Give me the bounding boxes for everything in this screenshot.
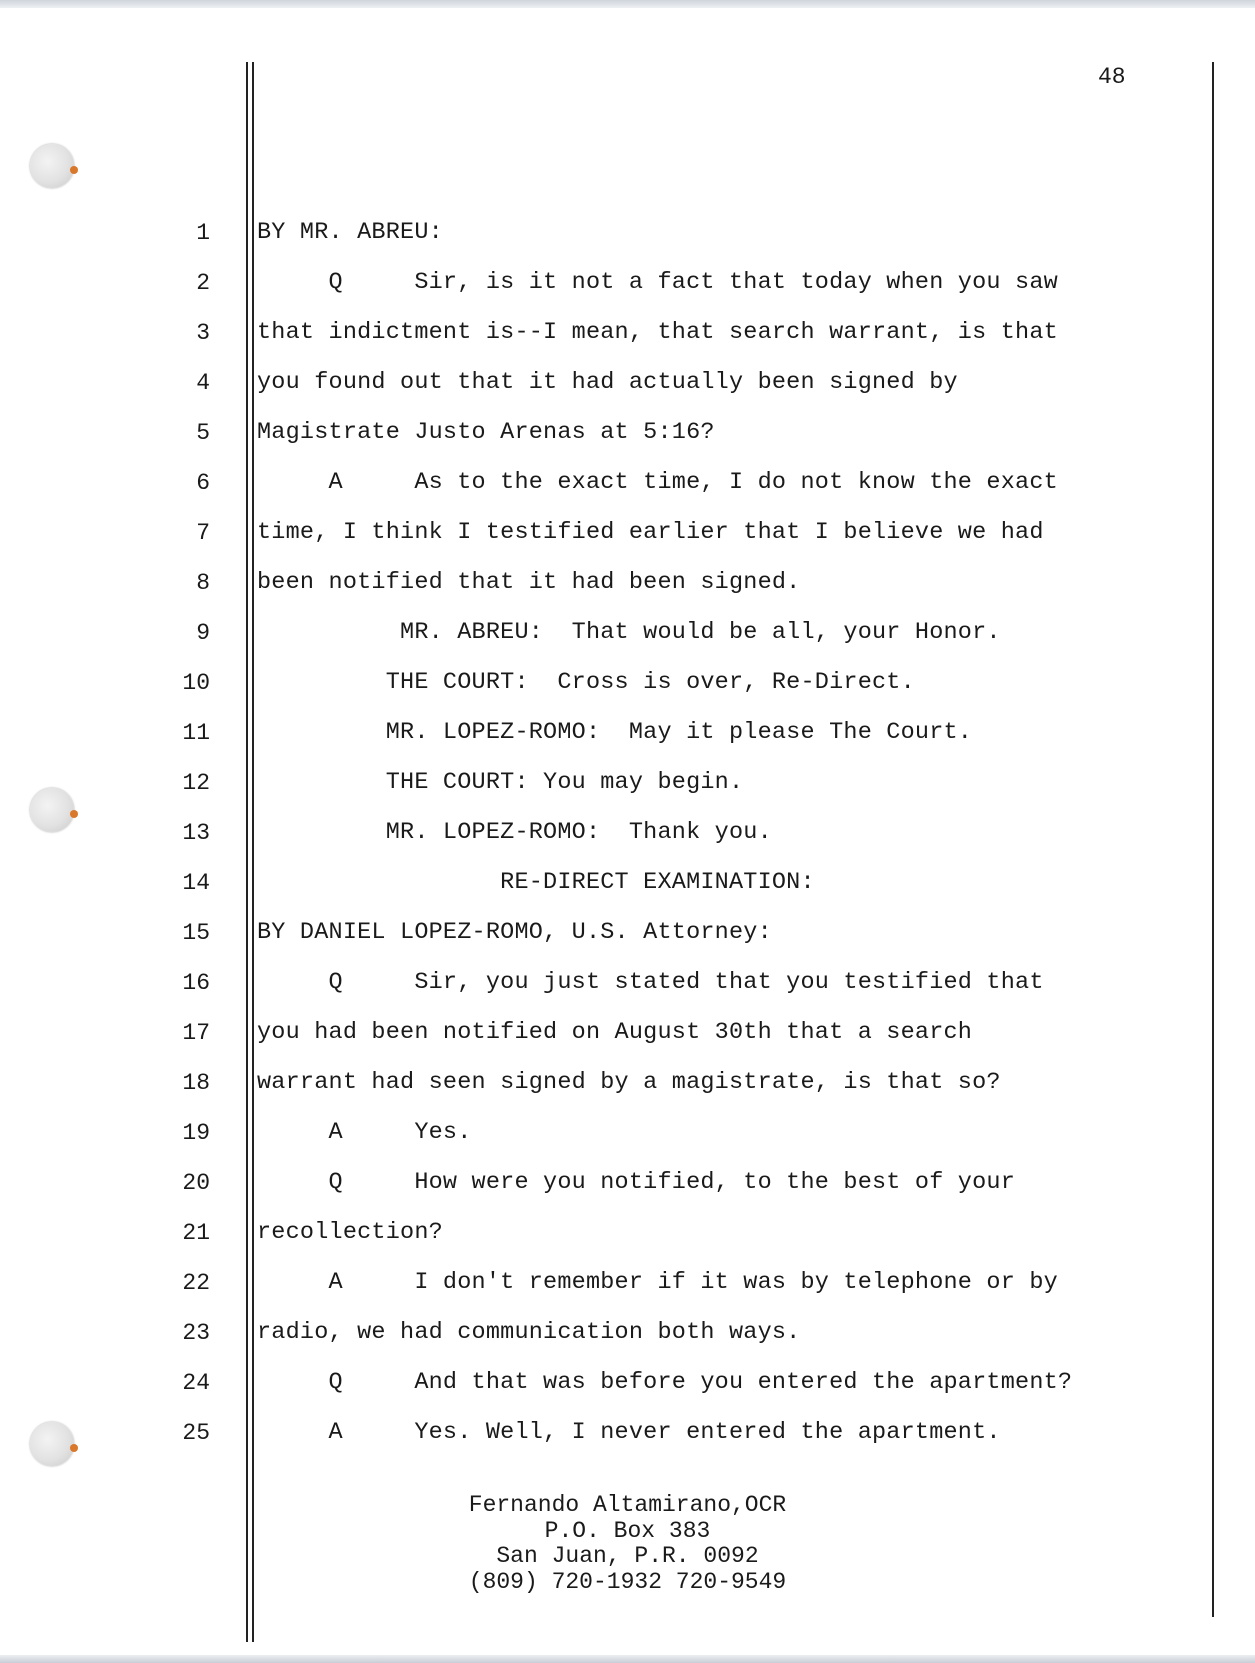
transcript-line: Q How were you notified, to the best of your	[257, 1169, 1016, 1196]
transcript-line: A Yes.	[257, 1119, 472, 1146]
line-number: 2	[196, 270, 210, 296]
line-number: 23	[182, 1320, 210, 1346]
transcript-line: Q And that was before you entered the apartment?	[257, 1369, 1073, 1396]
line-number: 1	[196, 220, 210, 246]
transcript-line: BY MR. ABREU:	[257, 219, 443, 246]
transcript-line: been notified that it had been signed.	[257, 569, 801, 596]
transcript-line: time, I think I testified earlier that I believe we had	[257, 519, 1044, 546]
transcript-line: Q Sir, you just stated that you testified that	[257, 969, 1044, 996]
transcript-line: A I don't remember if it was by telephone or by	[257, 1269, 1058, 1296]
reporter-city: San Juan, P.R. 0092	[496, 1543, 759, 1569]
line-number: 12	[182, 770, 210, 796]
transcript-line: Q Sir, is it not a fact that today when you saw	[257, 269, 1058, 296]
left-margin-rule	[252, 62, 254, 1642]
right-margin-rule	[1212, 62, 1214, 1617]
reporter-name: Fernando Altamirano,OCR	[468, 1492, 787, 1518]
line-number: 13	[182, 820, 210, 846]
transcript-line: you found out that it had actually been signed by	[257, 369, 958, 396]
line-number: 8	[196, 570, 210, 596]
punch-hole	[30, 1422, 74, 1466]
transcript-line: THE COURT: You may begin.	[257, 769, 744, 796]
line-number: 10	[182, 670, 210, 696]
scan-top-edge	[0, 0, 1255, 8]
line-number: 17	[182, 1020, 210, 1046]
line-number: 3	[196, 320, 210, 346]
reporter-phone: (809) 720-1932 720-9549	[468, 1568, 787, 1595]
punch-hole	[30, 144, 74, 188]
line-number: 25	[182, 1420, 210, 1446]
transcript-line: recollection?	[257, 1219, 443, 1246]
section-heading: RE-DIRECT EXAMINATION:	[257, 869, 815, 896]
line-number: 16	[182, 970, 210, 996]
transcript-line: warrant had seen signed by a magistrate, is that so?	[257, 1069, 1001, 1096]
line-number: 15	[182, 920, 210, 946]
transcript-line: you had been notified on August 30th that a search	[257, 1019, 973, 1046]
transcript-line: A Yes. Well, I never entered the apartment.	[257, 1419, 1001, 1446]
line-number: 4	[196, 370, 210, 396]
transcript-line: MR. LOPEZ-ROMO: Thank you.	[257, 819, 772, 846]
line-number: 20	[182, 1170, 210, 1196]
line-number: 5	[196, 420, 210, 446]
line-number: 24	[182, 1370, 210, 1396]
line-number: 7	[196, 520, 210, 546]
line-number: 11	[182, 720, 210, 746]
line-number: 9	[196, 620, 210, 646]
punch-hole	[30, 788, 74, 832]
transcript-line: A As to the exact time, I do not know the exact	[257, 469, 1058, 496]
transcript-line: radio, we had communication both ways.	[257, 1319, 801, 1346]
line-number: 6	[196, 470, 210, 496]
transcript-line: that indictment is--I mean, that search warrant, is that	[257, 319, 1058, 346]
transcript-line: BY DANIEL LOPEZ-ROMO, U.S. Attorney:	[257, 919, 772, 946]
line-number: 18	[182, 1070, 210, 1096]
reporter-address: P.O. Box 383	[544, 1517, 711, 1544]
left-margin-rule	[246, 62, 248, 1642]
line-number: 21	[182, 1220, 210, 1246]
transcript-line: MR. ABREU: That would be all, your Honor.	[257, 619, 1001, 646]
transcript-line: MR. LOPEZ-ROMO: May it please The Court.	[257, 719, 973, 746]
line-number: 22	[182, 1270, 210, 1296]
line-number: 14	[182, 870, 210, 896]
page-number: 48	[1098, 64, 1126, 90]
reporter-footer	[0, 1493, 1255, 1595]
transcript-line: Magistrate Justo Arenas at 5:16?	[257, 419, 715, 446]
line-number: 19	[182, 1120, 210, 1146]
transcript-line: THE COURT: Cross is over, Re-Direct.	[257, 669, 915, 696]
scan-bottom-edge	[0, 1655, 1255, 1663]
